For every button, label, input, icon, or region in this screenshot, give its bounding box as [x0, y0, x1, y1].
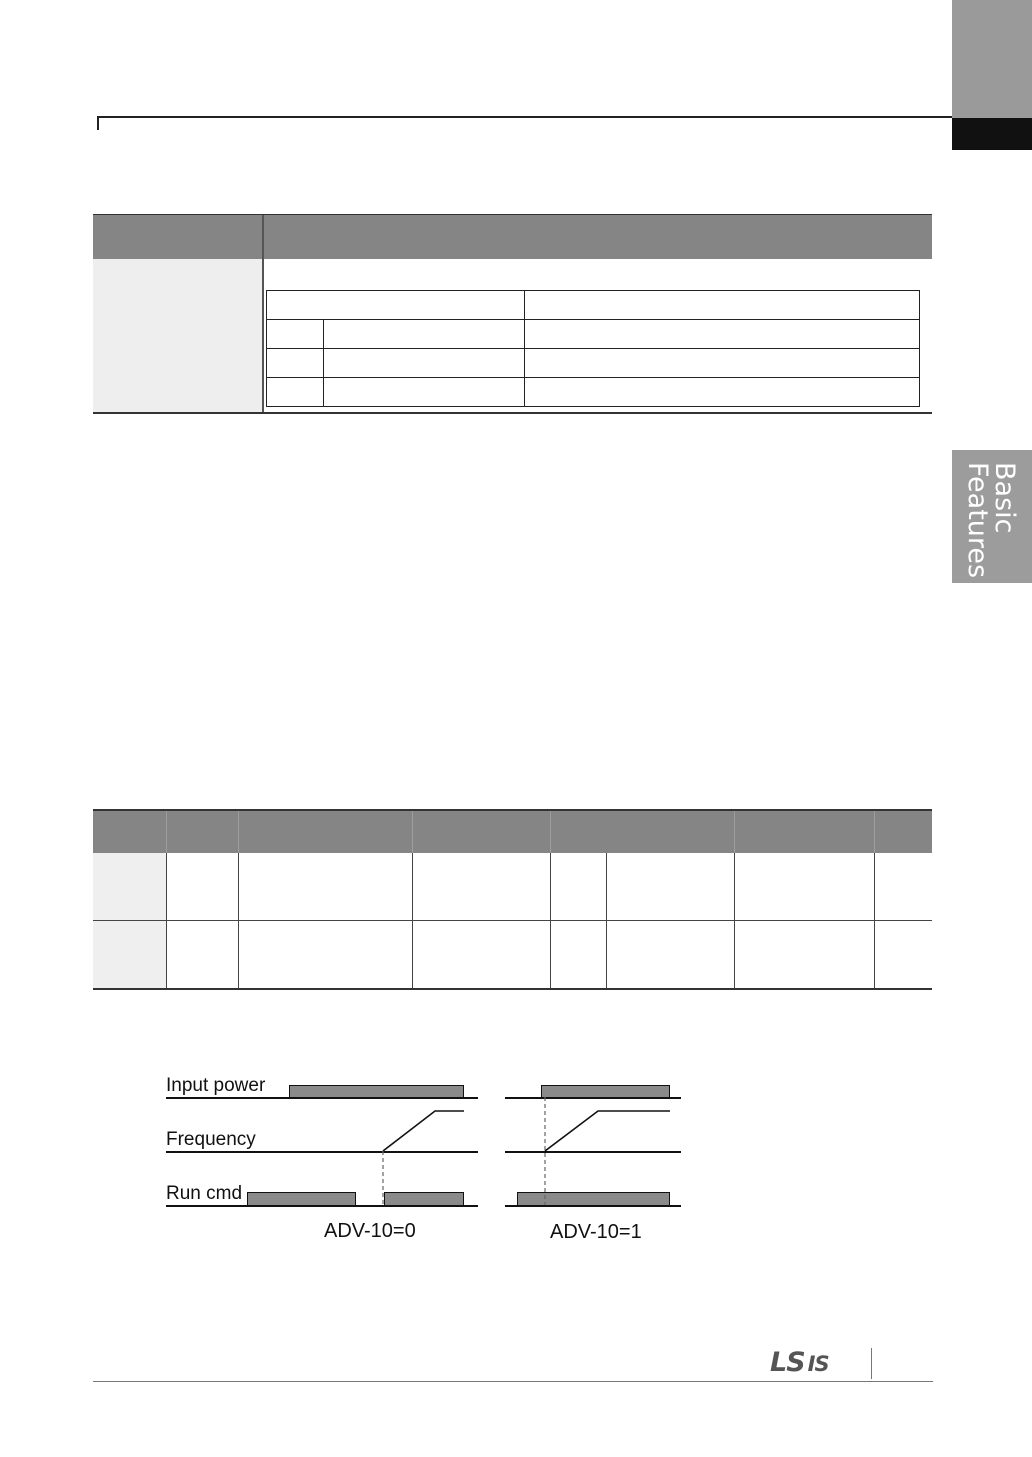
input-power-label: Input power	[166, 1075, 266, 1096]
brand-logo	[770, 1347, 829, 1378]
caption-adv10-0: ADV-10=0	[324, 1220, 416, 1242]
footer-divider	[871, 1348, 872, 1379]
run-cmd-label: Run cmd	[166, 1183, 243, 1204]
frequency-ramp	[383, 1111, 464, 1151]
caption-adv10-1: ADV-10=1	[550, 1221, 642, 1243]
frequency-label: Frequency	[166, 1129, 256, 1150]
footer-rule	[93, 1381, 933, 1382]
section-tab-label: Basic Features	[962, 462, 1020, 579]
frequency-ramp	[545, 1111, 670, 1151]
brand-logo-main: LS	[770, 1347, 805, 1378]
brand-logo-suffix: IS	[807, 1352, 829, 1376]
